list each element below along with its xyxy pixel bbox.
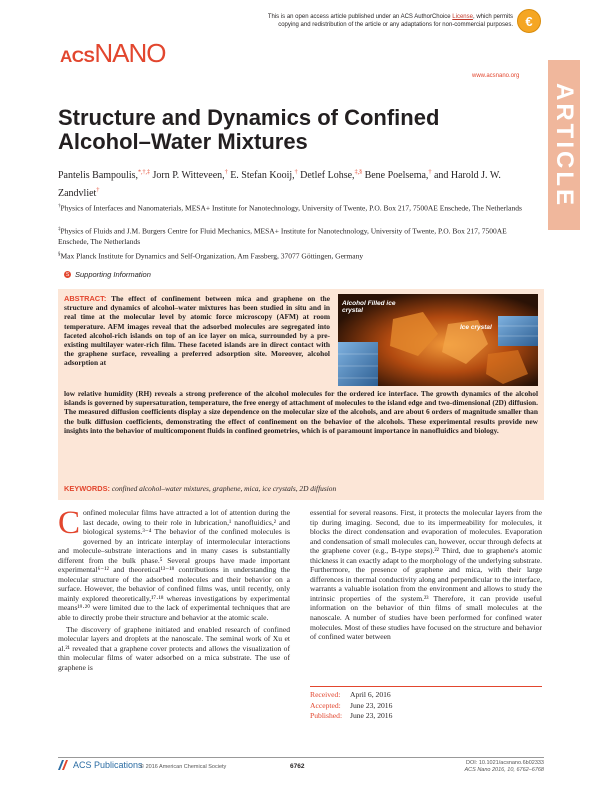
author: E. Stefan Kooij,† [230, 170, 298, 182]
drop-cap: C [58, 505, 81, 541]
author-list [58, 166, 528, 201]
toc-graphic [338, 294, 538, 386]
affiliation: §Max Planck Institute for Dynamics and Self-Organization, Am Fassberg, 37077 Göttingen, Germany [58, 251, 364, 261]
open-access-badge-icon: € [517, 9, 541, 33]
copyright: © 2016 American Chemical Society [140, 764, 227, 770]
keywords: KEYWORDS: confined alcohol–water mixtures, graphene, mica, ice crystals, 2D diffusion [64, 484, 337, 493]
supporting-info-icon: S [65, 271, 70, 278]
journal-logo: ACSNANO [60, 38, 166, 68]
divider [310, 686, 542, 687]
author: Jorn P. Witteveen,† [152, 170, 228, 182]
page-number: 6762 [290, 763, 305, 770]
article-history: Received: April 6, 2016 Accepted: June 23, 2016 Published: June 23, 2016 [310, 690, 393, 720]
affiliation: †Physics of Interfaces and Nanomaterials, MESA+ Institute for Nanotechnology, University of Twente, P.O. Box 217, 7500AE Enschede, The Netherlands [58, 203, 522, 213]
acs-publications-logo: ACS Publications [58, 760, 143, 770]
license-link[interactable]: License [452, 14, 473, 20]
body-column-right [310, 508, 542, 644]
toc-label-ice: Ice crystal [460, 324, 492, 331]
author: Pantelis Bampoulis,*,†,‡ [58, 170, 150, 182]
acs-logo-icon [58, 760, 70, 770]
journal-url[interactable]: www.acsnano.org [472, 73, 520, 79]
body-column-left [58, 505, 290, 674]
author: and Harold J. W. Zandvliet† [58, 170, 501, 199]
abstract-text: ABSTRACT: The effect of confinement between mica and graphene on the structure and dynamics of alcohol–water mixtures has been studied in situ and in real time at the molecular level by atomic force microscopy (AFM) at room temperature. AFM images reveal that the adsorbed molecules are segregated into faceted alcohol-rich islands on top of an ice layer on mica, surrounded by a pre-existing multilayer water-rich film. These faceted islands are in direct contact with the graphene surface, revealing a preferred adsorption site. Moreover, alcohol adsorption at [64, 294, 330, 368]
supporting-information-link[interactable]: S Supporting Information [65, 270, 151, 279]
open-access-notice: This is an open access article published under an ACS AuthorChoice License, which permits copying and redistribution of the article or any adaptations for non-commercial purposes. [267, 14, 513, 28]
affiliation: ‡Physics of Fluids and J.M. Burgers Centre for Fluid Mechanics, MESA+ Institute for Nanotechnology, University of Twente, P.O. Box 217, 7500AE Enschede, The Netherlands [58, 226, 507, 246]
paragraph: Confined molecular films have attracted a lot of attention during the last decade, owing to their role in lubrication,¹ nanofluidics,² and biological systems.³⁻⁴ The behavior of the confined molecules is governed by an intricate interplay of intermolecular interactions and molecule–substrate interactions and in many cases is substantially different from the bulk phase.⁵ Several groups have made important experimental⁶⁻¹² and theoretical¹³⁻¹⁸ contributions in understanding the molecular structure of the adsorbed molecules and their behavior on a surface. However, the behavior of confined films was, until recently, only mainly explored theoretically,¹⁷·¹⁸ whereas investigations by experimental means¹⁹·²⁰ were limited due to the lack of experimental techniques that are able to directly probe their structure and behavior at the atomic scale. [58, 505, 290, 623]
paragraph: essential for several reasons. First, it protects the molecular layers from the tip during imaging. Second, due to its impermeability for molecules, it blocks the direct condensation and evaporation of molecules. Evaporation and condensation of small molecules can, however, occur through defects at the graphene cover (e.g., B-type steps).²² Third, due to graphene's atomic thickness it can exactly adapt to the morphology of the underlying substrate. Furthermore, the presence of graphene and mica, with their large differences in thermal conductivity along and perpendicular to the interface, warrants a valuable isolation from the environment and allows to study the intrinsic properties of the system.²³ Therefore, it can provide useful information on the behavior of thin films of small molecules at the nanoscale. A number of studies have been performed for confined water molecules. Most of these studies have focused on the structure and behavior of confined water between [310, 508, 542, 642]
section-tab: ARTICLE [548, 60, 580, 230]
doi-citation: DOI: 10.1021/acsnano.6b02333 ACS Nano 2016, 10, 6762–6768 [452, 760, 544, 774]
article-title: Structure and Dynamics of Confined Alcohol–Water Mixtures [58, 105, 440, 154]
doi-link[interactable]: DOI: 10.1021/acsnano.6b02333 [466, 760, 544, 766]
toc-label-alcohol: Alcohol Filled ice crystal [342, 300, 396, 314]
abstract-text-continued: low relative humidity (RH) reveals a strong preference of the alcohol molecules for the ordered ice interface. The growth dynamics of the alcohol islands is governed by supersaturation, temperature, the free energy of attachment of molecules to the island edge and two-dimensional (2D) diffusion. The measured diffusion coefficients display a size dependence on the molecular size of the alcohols, and are about 6 orders of magnitude smaller than the bulk diffusion coefficients, demonstrating the effect of confinement on the behavior of the alcohols. These experimental results provide new insights into the behavior of multicomponent fluids in confined geometries, which is of paramount importance in nanofluidics and biology. [64, 389, 538, 435]
paragraph: The discovery of graphene initiated and enabled research of confined molecular layers and droplets at the nanoscale. The seminal work of Xu et al.²¹ revealed that a graphene cover protects and allows the visualization of thin molecular films of water adsorbed on a mica substrate. The use of graphene is [58, 624, 290, 672]
footer-divider [58, 757, 544, 758]
author: Detlef Lohse,‡,§ [300, 170, 363, 182]
author: Bene Poelsema,† [364, 170, 432, 182]
